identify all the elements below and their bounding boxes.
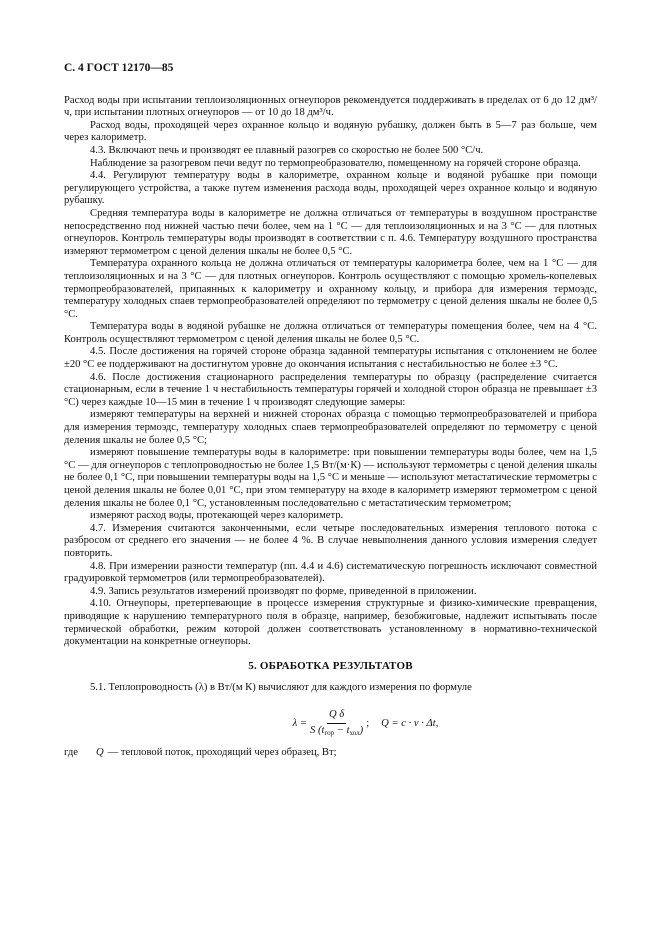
den-sub-cold: хол xyxy=(349,728,360,737)
paragraph: 4.4. Регулируют температуру воды в калориметре, охранном кольце и водяной рубашке при помощи регулирующего устройства, а также путем изменения расхода воды, проходящей через охранное кольцо и водяную рубашку. xyxy=(64,170,597,207)
page-header: С. 4 ГОСТ 12170—85 xyxy=(64,62,174,74)
paragraph: Средняя температура воды в калориметре не должна отличаться от температуры в воздушном пространстве непосредственно под нижней частью печи более, чем на 1 °С — для теплоизоляционных и на 3 °С — для плотных огнеупоров. Контроль температуры воды производят в соответствии с п. 4.6. Температуру воздушного пространства измеряют термометром с ценой деления шкалы не более 0,5 °С. xyxy=(64,207,597,257)
paragraph: 4.7. Измерения считаются законченными, если четыре последовательных измерения теплового потока с разбросом от среднего его значения — не более 4 %. В случае невыполнения данного условия измерения следует повторить. xyxy=(64,522,597,559)
paragraph: Температура охранного кольца не должна отличаться от температуры калориметра более, чем на 1 °С — для теплоизоляционных и на 3 °С — для плотных огнеупоров. Контроль осуществляют с помощью хромель-копелевых термопреобразователей, припаянных к калориметру и охранному кольцу, и прибора для измерения термоэдс, температуру холодных спаев термопреобразователей определяют по термометру с ценой деления шкалы не более 0,5 °С. xyxy=(64,258,597,320)
paragraph: 4.10. Огнеупоры, претерпевающие в процессе измерения структурные и физико-химические превращения, приводящие к нарушению температурного поля в образце, например, безобжиговые, надлежит испытывать после термической обработки, режим которой должен соответствовать установленному в нормативно-технической документации на конкретные огнеупоры. xyxy=(64,598,597,648)
den-sub-hot: гор xyxy=(324,728,335,737)
den-minus: − t xyxy=(334,724,350,736)
where-text: — тепловой поток, проходящий через образец, Вт; xyxy=(107,747,337,759)
paragraph: измеряют температуры на верхней и нижней сторонах образца с помощью термопреобразователей и прибора для измерения термоэдс, температуру холодных спаев термопреобразователей определяют по термометру с ценой деления шкалы не более 0,5 °С; xyxy=(64,409,597,446)
formula-fraction xyxy=(310,709,363,739)
where-symbol: Q xyxy=(96,747,104,759)
formula-second: Q = c · v · Δt, xyxy=(381,717,439,729)
paragraph-5-1: 5.1. Теплопроводность (λ) в Вт/(м К) вычисляют для каждого измерения по формуле xyxy=(90,682,472,694)
den-close: ) xyxy=(359,724,364,736)
paragraph: измеряют повышение температуры воды в калориметре: при повышении температуры воды более, чем на 1,5 °С — для огнеупоров с теплопроводностью не более 1,5 Вт/(м·К) — используют термометры с ценой деления шкалы не более 0,1 °С, при повышении температуры воды на 1,5 °С и меньше — используют метастатические термометры с ценой деления шкалы не более 0,01 °С, при этом температуру на входе в калориметр измеряют термометром с ценой деления шкалы не более 0,1 °С, установленным последовательно с метастатическим термометром; xyxy=(64,447,597,509)
paragraph: Расход воды при испытании теплоизоляционных огнеупоров рекомендуется поддерживать в пределах от 6 до 12 дм³/ч, при испытании плотных огнеупоров — от 10 до 18 дм³/ч. xyxy=(64,94,597,119)
paragraph: Расход воды, проходящей через охранное кольцо и водяную рубашку, должен быть в 5—7 раз больше, чем через калориметр. xyxy=(64,119,597,144)
paragraph: 4.5. После достижения на горячей стороне образца заданной температуры испытания с отклонением не более ±20 °С ее поддерживают на достигнутом уровне до окончания испытания с нестабильностью не более ±3 °С. xyxy=(64,346,597,371)
body-text xyxy=(64,95,597,649)
formula xyxy=(134,709,597,739)
paragraph: 4.6. После достижения стационарного распределения температуры по образцу (распределение считается стационарным, если в течение 1 ч нестабильность температуры горячей и холодной сторон образца не превышает ±3 °С) через каждые 10—15 мин в течение 1 ч производят следующие замеры: xyxy=(64,371,597,408)
section-title: 5. ОБРАБОТКА РЕЗУЛЬТАТОВ xyxy=(248,659,413,672)
paragraph: Наблюдение за разогревом печи ведут по термопреобразователю, помещенному на горячей стороне образца. xyxy=(90,157,581,169)
where-label: где xyxy=(64,747,78,759)
paragraph: 4.9. Запись результатов измерений производят по форме, приведенной в приложении. xyxy=(90,585,477,597)
formula-separator: ; xyxy=(366,717,370,729)
paragraph: Температура воды в водяной рубашке не должна отличаться от температуры помещения более, чем на 4 °С. Контроль осуществляют термометром с ценой деления шкалы не более 0,5 °С. xyxy=(64,321,597,345)
document-page xyxy=(64,62,597,760)
den-open: S (t xyxy=(310,724,325,736)
formula-lambda: λ = xyxy=(292,717,308,729)
paragraph: 4.8. При измерении разности температур (пп. 4.4 и 4.6) систематическую погрешность исключают совместной градуировкой термометров (или термопреобразователей). xyxy=(64,560,597,585)
paragraph: 4.3. Включают печь и производят ее плавный разогрев со скоростью не более 500 °С/ч. xyxy=(90,144,484,156)
formula-numerator: Q δ xyxy=(327,709,346,724)
paragraph: измеряют расход воды, протекающей через калориметр. xyxy=(90,510,344,522)
formula-denominator xyxy=(310,724,363,740)
where-line xyxy=(64,747,597,760)
